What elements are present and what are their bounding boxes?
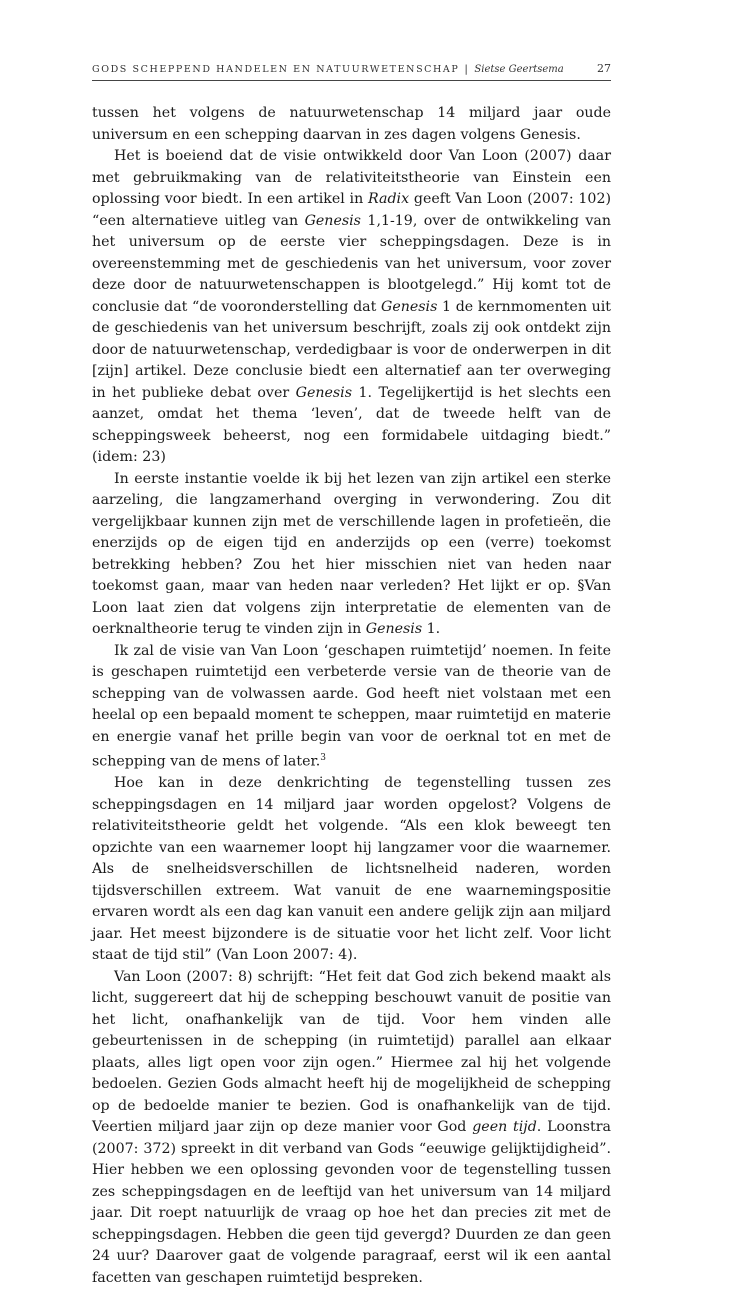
p2-text-g: 1 de kernmomenten uit de geschiedenis van het universum beschrijft, zoals zij ook ontdekt zijn door de natuurwetenschap, verdedigbaar is voor de onderwerpen in dit [zijn] artikel. Deze conclusie biedt een alternatief aan ter overweging in het publieke debat over <box>92 298 611 401</box>
p4-text: Ik zal de visie van Van Loon ‘geschapen ruimtetijd’ noemen. In feite is geschapen ruimtetijd een verbeterde versie van de theorie van de schepping van de volwassen aarde. God heeft niet volstaan met een heelal op een bepaald moment te scheppen, maar ruimtetijd en materie en energie vanaf het prille begin van voor de oerknal tot en met de schepping van de mens of later. <box>92 642 611 770</box>
p2-genesis-3: Genesis <box>295 384 352 401</box>
header-author: Sietse Geertsema <box>474 64 564 75</box>
running-header <box>92 62 611 75</box>
p2-genesis-2: Genesis <box>380 298 438 315</box>
p2-text-c: geeft Van Loon (2007: 102) “een alternatieve uitleg van <box>92 191 612 229</box>
p2-text-e: 1,1-19, over de ontwikkeling van het universum op de eerste vier scheppingsdagen. Deze is in overeenstemming met de geschiedenis van het universum, voor zover deze door de natuurwetenschappen is blootgelegd.” Hij komt tot de conclusie dat “de vooronderstelling dat <box>92 212 611 315</box>
page-number: 27 <box>597 62 611 75</box>
running-title: GODS SCHEPPEND HANDELEN EN NATUURWETENSCHAP <box>92 64 460 75</box>
p6-text-c: . Loonstra (2007: 372) spreekt in dit verband van Gods “eeuwige gelijktijdigheid”. Hier hebben we een oplossing gevonden voor de tegenstelling tussen zes scheppingsdagen en de leeftijd van het universum van 14 miljard jaar. Dit roept natuurlijk de vraag op hoe het dan precies zit met de scheppingsdagen. Hebben die geen tijd gevergd? Duurden ze dan geen 24 uur? Daarover gaat de volgende paragraaf, eerst wil ik een aantal facetten van geschapen ruimtetijd bespreken. <box>92 1119 611 1286</box>
header-separator: | <box>459 63 475 75</box>
paragraph-1: tussen het volgens de natuurwetenschap 14 miljard jaar oude universum en een schepping daarvan in zes dagen volgens Genesis. <box>92 105 611 143</box>
header-rule <box>92 80 611 81</box>
paragraph-6 <box>92 967 611 1289</box>
p3-genesis: Genesis <box>365 621 423 637</box>
paragraph-2 <box>92 146 611 469</box>
p2-radix: Radix <box>368 191 410 207</box>
p2-text-a: Het is boeiend dat de visie ontwikkeld door Van Loon (2007) daar met gebruikmaking van de relativiteitstheorie van Einstein een oplossing voor biedt. In een artikel in <box>92 148 611 207</box>
body-text <box>92 103 611 1289</box>
p3-text-a: In eerste instantie voelde ik bij het lezen van zijn artikel een sterke aarzeling, die langzamerhand overging in verwondering. Zou dit vergelijkbaar kunnen zijn met de verschillende lagen in profetieën, die enerzijds op de eigen tijd en anderzijds op een (verre) toekomst betrekking hebben? Zou het hier misschien niet van heden naar toekomst gaan, maar van heden naar verleden? Het lijkt er op. §Van Loon laat zien dat volgens zijn interpretatie de elementen van de oerknaltheorie terug te vinden zijn in <box>92 470 611 637</box>
footnote-ref-3[interactable]: 3 <box>320 753 326 763</box>
paragraph-3 <box>92 469 611 641</box>
p2-text-i: 1. Tegelijkertijd is het slechts een aanzet, omdat het thema ‘leven’, dat de tweede helft van de scheppingsweek beheerst, nog een formidabele uitdaging biedt.” (idem: 23) <box>92 384 611 465</box>
paragraph-5: Hoe kan in deze denkrichting de tegenstelling tussen zes scheppingsdagen en 14 miljard jaar worden opgelost? Volgens de relativiteitstheorie geldt het volgende. “Als een klok beweegt ten opzichte van een waarnemer loopt hij langzamer voor die waarnemer. Als de snelheidsverschillen de lichtsnelheid naderen, worden tijdsverschillen extreem. Wat vanuit de ene waarnemingspositie ervaren wordt als een dag kan vanuit een andere gelijk zijn aan miljard jaar. Het meest bijzondere is de situatie voor het licht zelf. Voor licht staat de tijd stil” (Van Loon 2007: 4). <box>92 775 611 964</box>
running-title-group <box>92 63 564 75</box>
p6-geen-tijd: geen tijd <box>472 1119 537 1136</box>
paragraph-4 <box>92 641 611 774</box>
p3-text-c: 1. <box>422 621 441 637</box>
p2-genesis-1: Genesis <box>304 212 361 229</box>
p6-text-a: Van Loon (2007: 8) schrijft: “Het feit dat God zich bekend maakt als licht, suggereert dat hij de schepping beschouwt vanuit de positie van het licht, onafhankelijk van de tijd. Voor hem vinden alle gebeurtenissen in de schepping (in ruimtetijd) parallel aan elkaar plaats, alles ligt open voor zijn ogen.” Hiermee zal hij het volgende bedoelen. Gezien Gods almacht heeft hij de mogelijkheid de schepping op de bedoelde manier te bezien. God is onafhankelijk van de tijd. Veertien miljard jaar zijn op deze manier voor God <box>92 968 611 1136</box>
